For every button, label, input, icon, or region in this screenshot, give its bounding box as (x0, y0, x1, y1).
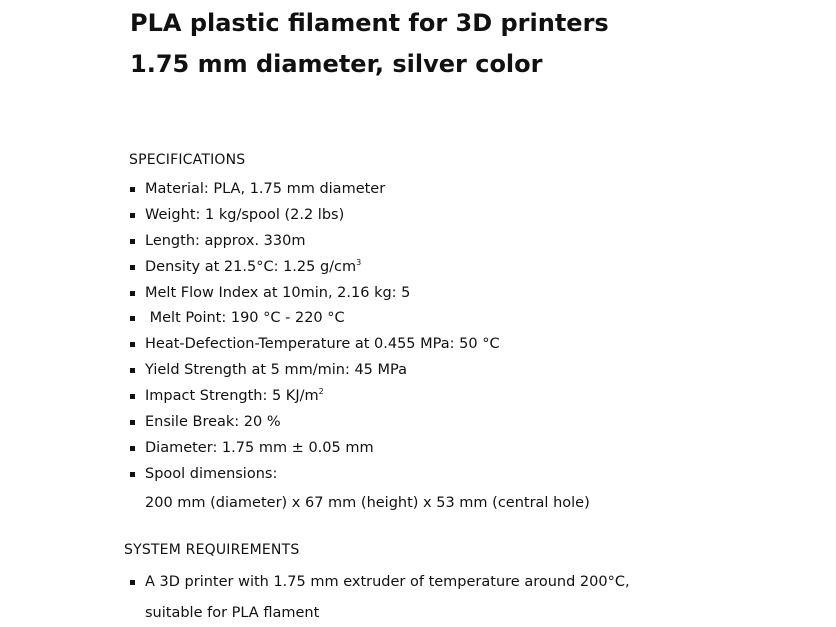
spec-item-yield-strength (129, 361, 500, 387)
spec-text: Melt Point: 190 °C - 220 °C (145, 310, 345, 327)
spec-item-melt-point (129, 309, 500, 335)
bullet-icon (130, 394, 135, 399)
specifications-list (129, 180, 500, 491)
spec-text: Diameter: 1.75 mm ± 0.05 mm (145, 439, 374, 456)
spec-text: Melt Flow Index at 10min, 2.16 kg: 5 (145, 284, 411, 301)
spec-text: Material: PLA, 1.75 mm diameter (145, 181, 386, 197)
spec-item-impact-strength (129, 387, 500, 413)
spec-text: Yield Strength at 5 mm/min: 45 MPa (145, 362, 407, 379)
requirement-item (129, 573, 630, 601)
spool-dimensions-detail: 200 mm (diameter) x 67 mm (height) x 53 mm (central hole) (145, 495, 590, 511)
requirement-text: A 3D printer with 1.75 mm extruder of temperature around 200°C, (145, 574, 630, 590)
bullet-icon (130, 580, 135, 585)
bullet-icon (130, 368, 135, 373)
spec-item-material (129, 180, 500, 206)
spec-item-density (129, 258, 500, 284)
requirement-continuation: suitable for PLA flament (145, 605, 320, 621)
bullet-icon (130, 265, 135, 270)
page-title-line-2: 1.75 mm diameter, silver color (130, 50, 543, 78)
spec-item-spool-dimensions (129, 465, 500, 491)
bullet-icon (130, 342, 135, 347)
spec-item-length (129, 232, 500, 258)
bullet-icon (130, 316, 135, 321)
spec-item-melt-flow-index (129, 284, 500, 310)
specifications-heading: SPECIFICATIONS (129, 152, 246, 168)
bullet-icon (130, 472, 135, 477)
bullet-icon (130, 420, 135, 425)
bullet-icon (130, 213, 135, 218)
spec-text: Spool dimensions: (145, 465, 278, 482)
bullet-icon (130, 239, 135, 244)
bullet-icon (130, 187, 135, 192)
spec-text: Ensile Break: 20 % (145, 414, 281, 431)
spec-text: Impact Strength: 5 KJ/m (145, 388, 319, 405)
spec-item-weight (129, 206, 500, 232)
page-title-line-1: PLA plastic filament for 3D printers (130, 9, 609, 37)
spec-item-heat-deflection (129, 335, 500, 361)
system-requirements-list (129, 573, 630, 601)
spec-text: Density at 21.5°C: 1.25 g/cm (145, 258, 357, 275)
bullet-icon (130, 446, 135, 451)
bullet-icon (130, 291, 135, 296)
system-requirements-heading: SYSTEM REQUIREMENTS (124, 542, 300, 558)
spec-text: Length: approx. 330m (145, 232, 306, 249)
spec-item-diameter (129, 439, 500, 465)
spec-text: Weight: 1 kg/spool (2.2 lbs) (145, 206, 345, 223)
spec-superscript: 2 (318, 387, 324, 397)
spec-superscript: 3 (356, 257, 362, 267)
spec-text: Heat-Defection-Temperature at 0.455 MPa: 50 °C (145, 336, 500, 353)
spec-item-ensile-break (129, 413, 500, 439)
